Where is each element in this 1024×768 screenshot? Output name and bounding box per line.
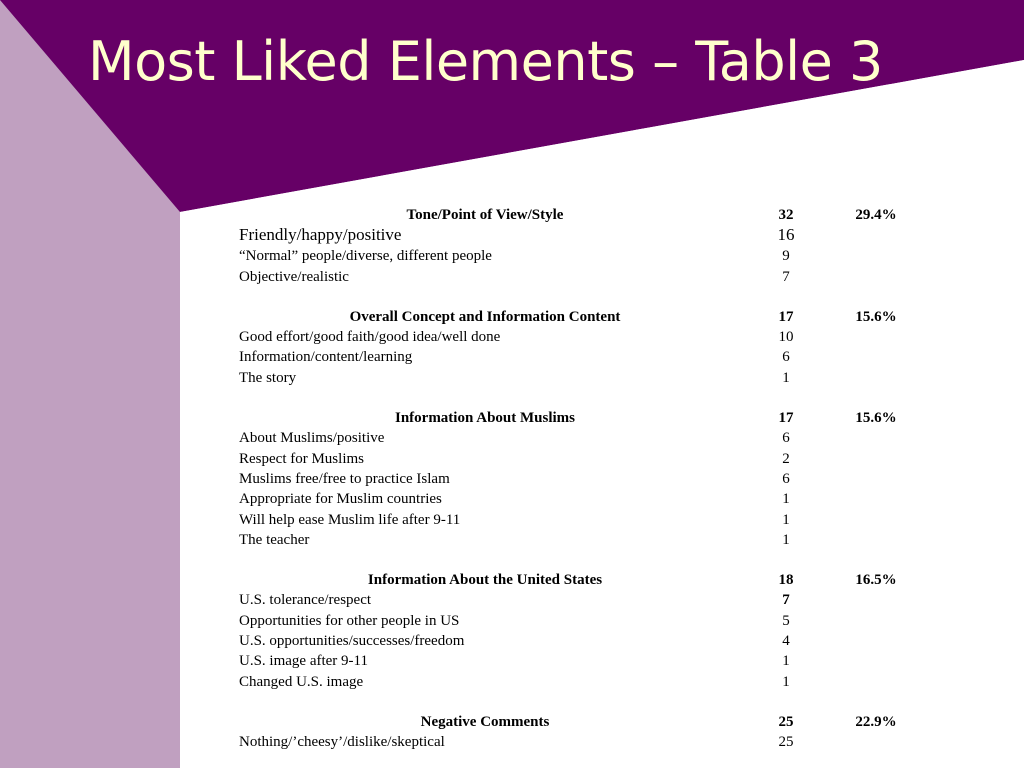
table-row: [180, 469, 970, 489]
category-label: Information About the United States: [367, 572, 603, 589]
count-cell: 1: [782, 491, 790, 508]
count-cell: 7: [782, 592, 790, 609]
table-row: [180, 347, 970, 367]
percent-cell: 15.6%: [855, 308, 897, 325]
table-row: [180, 611, 970, 631]
count-cell: 18: [778, 572, 794, 589]
spacer-row: [180, 388, 970, 408]
table-row: [180, 368, 970, 388]
percent-cell: 15.6%: [855, 410, 897, 427]
count-cell: 5: [782, 612, 790, 629]
item-label: Objective/realistic: [239, 268, 349, 285]
count-cell: 1: [782, 653, 790, 670]
category-label: Overall Concept and Information Content: [349, 308, 621, 325]
count-cell: 25: [778, 734, 794, 751]
item-label: Good effort/good faith/good idea/well done: [239, 329, 501, 346]
table-row: [180, 449, 970, 469]
category-header-row: [180, 712, 970, 732]
table-row: [180, 246, 970, 266]
count-cell: 17: [778, 410, 794, 427]
count-cell: 1: [782, 369, 790, 386]
table-row: [180, 489, 970, 509]
percent-cell: 16.5%: [855, 572, 897, 589]
count-cell: 6: [782, 430, 790, 447]
count-cell: 4: [782, 633, 790, 650]
table-row: [180, 327, 970, 347]
category-label: Tone/Point of View/Style: [406, 207, 564, 223]
spacer-row: [180, 287, 970, 307]
item-label: Respect for Muslims: [239, 450, 364, 467]
item-label: The story: [239, 369, 297, 386]
category-header-row: [180, 408, 970, 428]
slide-title: Most Liked Elements – Table 3: [88, 30, 883, 93]
count-cell: 16: [777, 225, 795, 245]
category-label: Information About Muslims: [394, 410, 576, 427]
item-label: About Muslims/positive: [239, 430, 385, 447]
table-row: [180, 590, 970, 610]
category-header-row: [180, 205, 970, 225]
category-label: Negative Comments: [420, 713, 550, 730]
table-row: [180, 428, 970, 448]
item-label: Muslims free/free to practice Islam: [239, 470, 450, 487]
item-label: Nothing/’cheesy’/dislike/skeptical: [239, 734, 445, 751]
item-label: Information/content/learning: [239, 349, 413, 366]
count-cell: 6: [782, 470, 790, 487]
category-header-row: [180, 570, 970, 590]
count-cell: 1: [782, 511, 790, 528]
count-cell: 32: [778, 207, 794, 223]
item-label: Friendly/happy/positive: [239, 225, 402, 245]
count-cell: 25: [778, 713, 794, 730]
item-label: Opportunities for other people in US: [239, 612, 460, 629]
count-cell: 1: [782, 673, 790, 690]
table-row: [180, 530, 970, 550]
item-label: The teacher: [239, 531, 310, 548]
count-cell: 6: [782, 349, 790, 366]
item-label: U.S. image after 9-11: [239, 653, 368, 670]
count-cell: 17: [778, 308, 794, 325]
table-row: [180, 631, 970, 651]
item-label: U.S. tolerance/respect: [239, 592, 372, 609]
percent-cell: 29.4%: [855, 207, 897, 223]
table-row: [180, 510, 970, 530]
percent-cell: 22.9%: [855, 713, 897, 730]
count-cell: 9: [782, 248, 790, 265]
item-label: Changed U.S. image: [239, 673, 364, 690]
count-cell: 1: [782, 531, 790, 548]
item-label: Will help ease Muslim life after 9-11: [239, 511, 461, 528]
table-row: [180, 672, 970, 692]
category-header-row: [180, 307, 970, 327]
table-row: [180, 651, 970, 671]
count-cell: 7: [782, 268, 790, 285]
item-label: “Normal” people/diverse, different people: [239, 248, 492, 265]
table-row: [180, 225, 970, 246]
results-table: [180, 205, 970, 753]
spacer-row: [180, 692, 970, 712]
count-cell: 2: [782, 450, 790, 467]
table-row: [180, 732, 970, 752]
spacer-row: [180, 550, 970, 570]
item-label: U.S. opportunities/successes/freedom: [239, 633, 465, 650]
table-row: [180, 267, 970, 287]
item-label: Appropriate for Muslim countries: [239, 491, 442, 508]
count-cell: 10: [778, 329, 794, 346]
